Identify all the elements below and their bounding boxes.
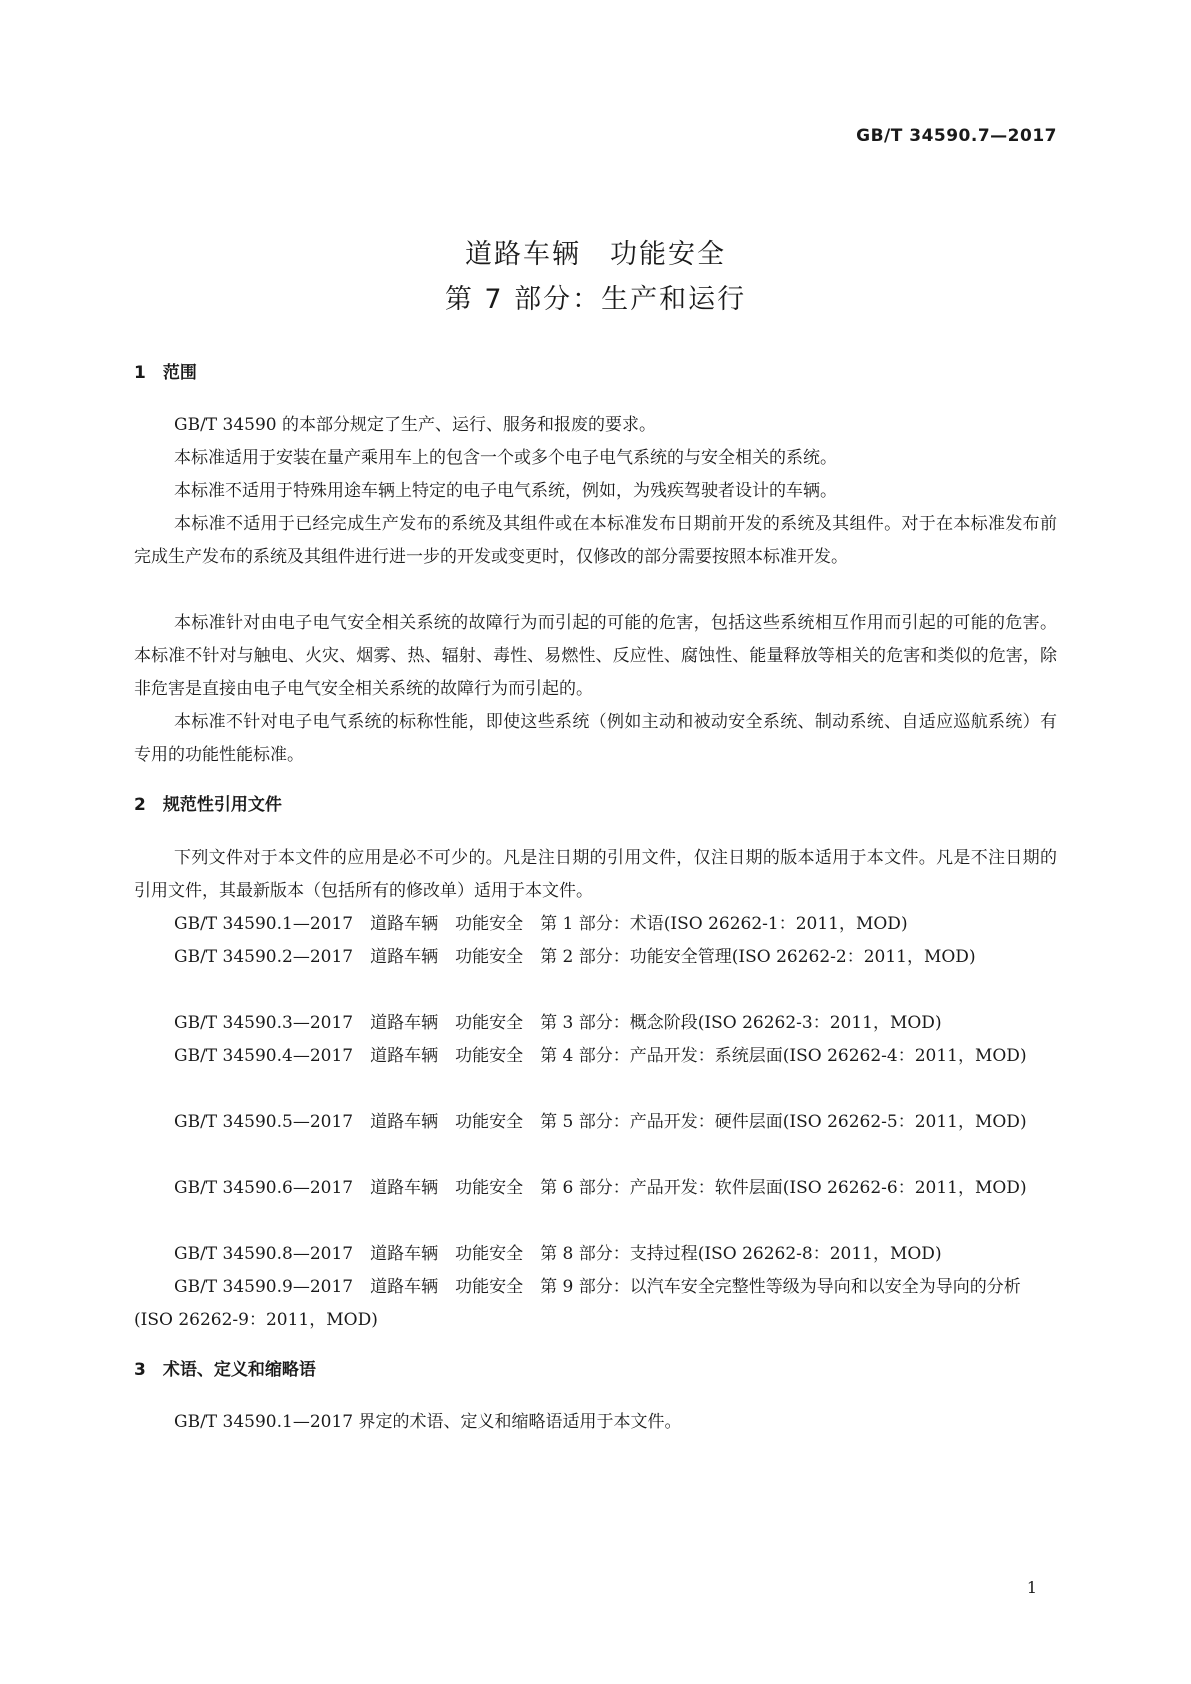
page-number: 1 — [1026, 1578, 1037, 1597]
section-1-paragraph: 本标准不针对电子电气系统的标称性能，即使这些系统（例如主动和被动安全系统、制动系统、自适应巡航系统）有专用的功能性能标准。 — [134, 712, 1057, 765]
reference-item: GB/T 34590.1—2017 道路车辆 功能安全 第 1 部分：术语(ISO 26262-1：2011，MOD) — [174, 914, 908, 934]
section-2-intro: 下列文件对于本文件的应用是必不可少的。凡是注日期的引用文件，仅注日期的版本适用于本文件。凡是不注日期的引用文件，其最新版本（包括所有的修改单）适用于本文件。 — [134, 848, 1057, 901]
section-1-paragraph: 本标准针对由电子电气安全相关系统的故障行为而引起的可能的危害，包括这些系统相互作用而引起的可能的危害。本标准不针对与触电、火灾、烟雾、热、辐射、毒性、易燃性、反应性、腐蚀性、能量释放等相关的危害和类似的危害，除非危害是直接由电子电气安全相关系统的故障行为而引起的。 — [134, 613, 1057, 699]
reference-item: GB/T 34590.9—2017 道路车辆 功能安全 第 9 部分：以汽车安全完整性等级为导向和以安全为导向的分析(ISO 26262-9：2011，MOD) — [134, 1277, 1021, 1330]
section-1-paragraph: GB/T 34590 的本部分规定了生产、运行、服务和报废的要求。 — [174, 415, 657, 435]
reference-item: GB/T 34590.5—2017 道路车辆 功能安全 第 5 部分：产品开发：硬件层面(ISO 26262-5：2011，MOD) — [174, 1112, 1027, 1132]
section-3-heading: 3 术语、定义和缩略语 — [134, 1360, 316, 1380]
reference-item: GB/T 34590.3—2017 道路车辆 功能安全 第 3 部分：概念阶段(ISO 26262-3：2011，MOD) — [174, 1013, 942, 1033]
standard-code: GB/T 34590.7—2017 — [856, 126, 1057, 146]
document-title: 道路车辆 功能安全 — [465, 239, 726, 270]
section-2-heading: 2 规范性引用文件 — [134, 795, 282, 815]
reference-item: GB/T 34590.6—2017 道路车辆 功能安全 第 6 部分：产品开发：软件层面(ISO 26262-6：2011，MOD) — [174, 1178, 1027, 1198]
section-1-paragraph: 本标准不适用于特殊用途车辆上特定的电子电气系统，例如，为残疾驾驶者设计的车辆。 — [174, 481, 837, 501]
section-3-paragraph: GB/T 34590.1—2017 界定的术语、定义和缩略语适用于本文件。 — [174, 1412, 682, 1432]
document-subtitle: 第 7 部分：生产和运行 — [444, 284, 747, 315]
section-1-paragraph: 本标准不适用于已经完成生产发布的系统及其组件或在本标准发布日期前开发的系统及其组件。对于在本标准发布前完成生产发布的系统及其组件进行进一步的开发或变更时，仅修改的部分需要按照本标准开发。 — [134, 514, 1057, 567]
reference-item: GB/T 34590.4—2017 道路车辆 功能安全 第 4 部分：产品开发：系统层面(ISO 26262-4：2011，MOD) — [174, 1046, 1027, 1066]
section-1-paragraph: 本标准适用于安装在量产乘用车上的包含一个或多个电子电气系统的与安全相关的系统。 — [174, 448, 837, 468]
reference-item: GB/T 34590.8—2017 道路车辆 功能安全 第 8 部分：支持过程(ISO 26262-8：2011，MOD) — [174, 1244, 942, 1264]
reference-item: GB/T 34590.2—2017 道路车辆 功能安全 第 2 部分：功能安全管理(ISO 26262-2：2011，MOD) — [174, 947, 976, 967]
section-1-heading: 1 范围 — [134, 363, 197, 383]
